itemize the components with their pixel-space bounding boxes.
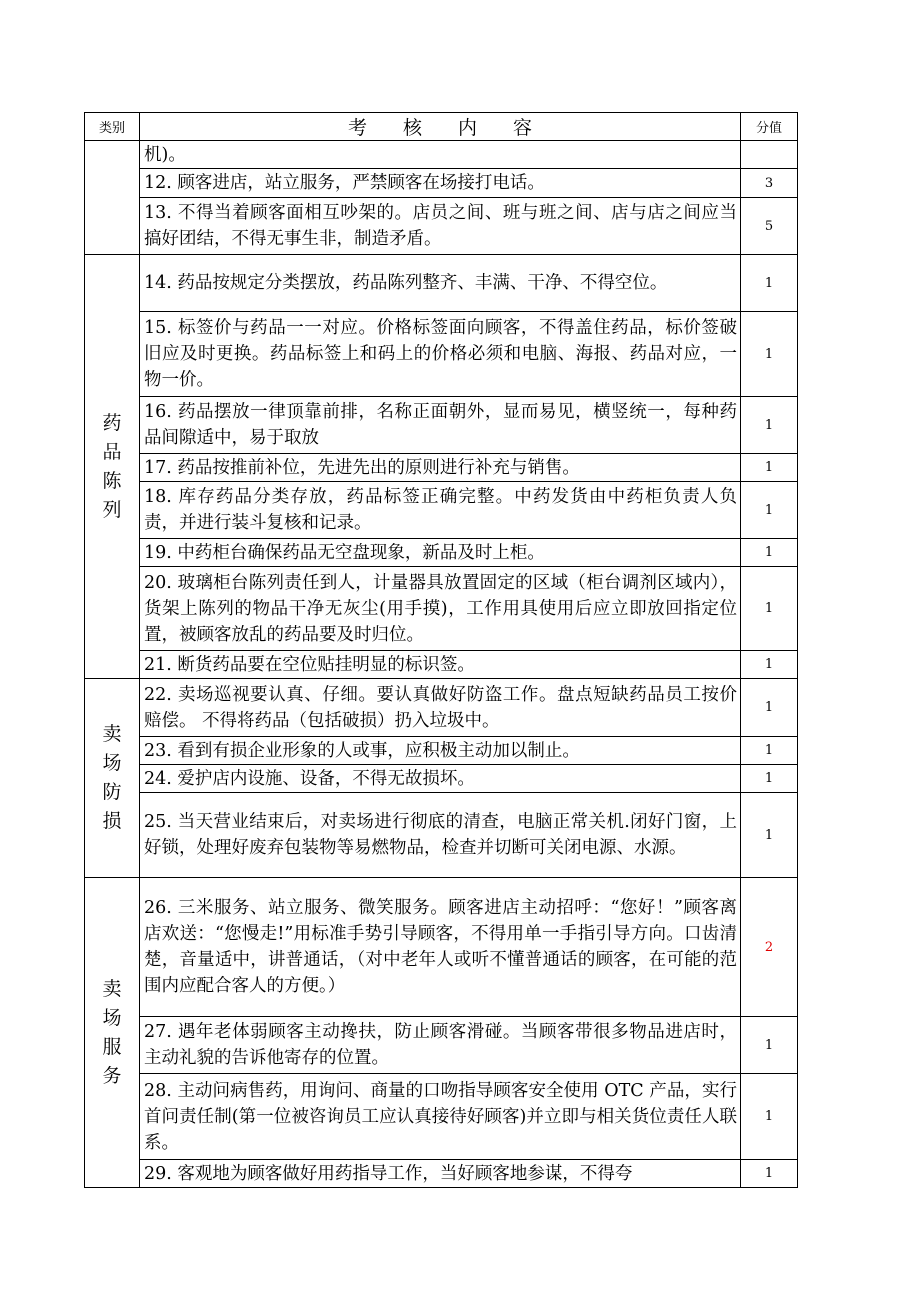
category-char: 药 (102, 411, 122, 434)
header-content-char: 容 (513, 117, 533, 139)
category-char: 品 (102, 440, 122, 463)
row-content: 17. 药品按推前补位，先进先出的原则进行补充与销售。 (140, 454, 741, 482)
row-score (741, 141, 798, 169)
row-content: 机)。 (140, 141, 741, 169)
row-score: 1 (741, 679, 798, 737)
table-row (85, 141, 798, 169)
table-row (85, 737, 798, 765)
row-content: 29. 客观地为顾客做好用药指导工作，当好顾客地参谋，不得夸 (140, 1160, 741, 1188)
assessment-table (84, 112, 798, 1188)
row-score: 1 (741, 567, 798, 651)
row-content: 24. 爱护店内设施、设备，不得无故损坏。 (140, 765, 741, 793)
row-content: 20. 玻璃柜台陈列责任到人，计量器具放置固定的区域（柜台调剂区域内），货架上陈列的物品干净无灰尘(用手摸)，工作用具使用后应立即放回指定位置，被顾客放乱的药品要及时归位。 (140, 567, 741, 651)
table-row (85, 397, 798, 454)
table-header-row (85, 113, 798, 141)
row-content: 28. 主动问病售药，用询问、商量的口吻指导顾客安全使用 OTC 产品，实行首问责任制(第一位被咨询员工应认真接待好顾客)并立即与相关货位责任人联系。 (140, 1074, 741, 1160)
category-char: 防 (102, 781, 122, 803)
table-row (85, 1017, 798, 1074)
row-score: 1 (741, 1017, 798, 1074)
row-score: 1 (741, 765, 798, 793)
category-cell-blank (85, 141, 140, 255)
row-score: 1 (741, 539, 798, 567)
category-char: 列 (102, 498, 122, 521)
row-score: 1 (741, 1074, 798, 1160)
row-score: 1 (741, 793, 798, 878)
header-content-char: 核 (402, 117, 422, 139)
row-content: 25. 当天营业结束后，对卖场进行彻底的清查，电脑正常关机.闭好门窗，上好锁，处理好废弃包装物等易燃物品，检查并切断可关闭电源、水源。 (140, 793, 741, 878)
row-content: 26. 三米服务、站立服务、微笑服务。顾客进店主动招呼：“您好！”顾客离店欢送：“您慢走!”用标准手势引导顾客，不得用单一手指引导方向。口齿清楚，音量适中，讲普通话，（对中老年人或听不懂普通话的顾客，在可能的范围内应配合客人的方便。） (140, 878, 741, 1017)
row-score: 3 (741, 169, 798, 198)
category-loss-prevention (85, 679, 140, 878)
row-score: 5 (741, 198, 798, 255)
category-char: 服 (102, 1035, 122, 1058)
row-score: 1 (741, 482, 798, 539)
row-score: 1 (741, 397, 798, 454)
table-row (85, 539, 798, 567)
category-char: 卖 (102, 723, 122, 745)
row-content: 16. 药品摆放一律顶靠前排，名称正面朝外，显而易见，横竖统一，每种药品间隙适中，易于取放 (140, 397, 741, 454)
row-score-highlighted: 2 (741, 878, 798, 1017)
table-row (85, 255, 798, 312)
header-content-char: 内 (458, 117, 478, 139)
table-row (85, 312, 798, 397)
table-row (85, 482, 798, 539)
category-char: 务 (102, 1064, 122, 1087)
header-category: 类别 (85, 113, 140, 141)
row-content: 22. 卖场巡视要认真、仔细。要认真做好防盗工作。盘点短缺药品员工按价赔偿。 不得将药品（包括破损）扔入垃圾中。 (140, 679, 741, 737)
table-row (85, 679, 798, 737)
table-row (85, 1160, 798, 1188)
row-content: 19. 中药柜台确保药品无空盘现象，新品及时上柜。 (140, 539, 741, 567)
table-row (85, 878, 798, 1017)
row-content: 23. 看到有损企业形象的人或事，应积极主动加以制止。 (140, 737, 741, 765)
row-content: 27. 遇年老体弱顾客主动搀扶，防止顾客滑碰。当顾客带很多物品进店时，主动礼貌的告诉他寄存的位置。 (140, 1017, 741, 1074)
table-row (85, 567, 798, 651)
category-drug-display (85, 255, 140, 679)
table-row (85, 651, 798, 679)
row-score: 1 (741, 651, 798, 679)
category-char: 场 (102, 1006, 122, 1029)
row-content: 12. 顾客进店，站立服务，严禁顾客在场接打电话。 (140, 169, 741, 198)
category-char: 卖 (102, 977, 122, 1000)
header-content-char: 考 (347, 117, 367, 139)
row-score: 1 (741, 1160, 798, 1188)
table-row (85, 765, 798, 793)
table-row (85, 1074, 798, 1160)
table-row (85, 793, 798, 878)
category-char: 场 (102, 752, 122, 774)
table-row (85, 454, 798, 482)
row-content: 15. 标签价与药品一一对应。价格标签面向顾客，不得盖住药品，标价签破旧应及时更换。药品标签上和码上的价格必须和电脑、海报、药品对应，一物一价。 (140, 312, 741, 397)
header-content (140, 113, 741, 141)
row-score: 1 (741, 312, 798, 397)
header-score: 分值 (741, 113, 798, 141)
row-content: 21. 断货药品要在空位贴挂明显的标识签。 (140, 651, 741, 679)
row-content: 18. 库存药品分类存放，药品标签正确完整。中药发货由中药柜负责人负责，并进行装斗复核和记录。 (140, 482, 741, 539)
category-char: 损 (102, 810, 122, 832)
category-store-service (85, 878, 140, 1188)
row-score: 1 (741, 737, 798, 765)
table-row (85, 169, 798, 198)
row-content: 13. 不得当着顾客面相互吵架的。店员之间、班与班之间、店与店之间应当搞好团结，不得无事生非，制造矛盾。 (140, 198, 741, 255)
row-score: 1 (741, 255, 798, 312)
row-score: 1 (741, 454, 798, 482)
table-row (85, 198, 798, 255)
category-char: 陈 (102, 469, 122, 492)
row-content: 14. 药品按规定分类摆放，药品陈列整齐、丰满、干净、不得空位。 (140, 255, 741, 312)
